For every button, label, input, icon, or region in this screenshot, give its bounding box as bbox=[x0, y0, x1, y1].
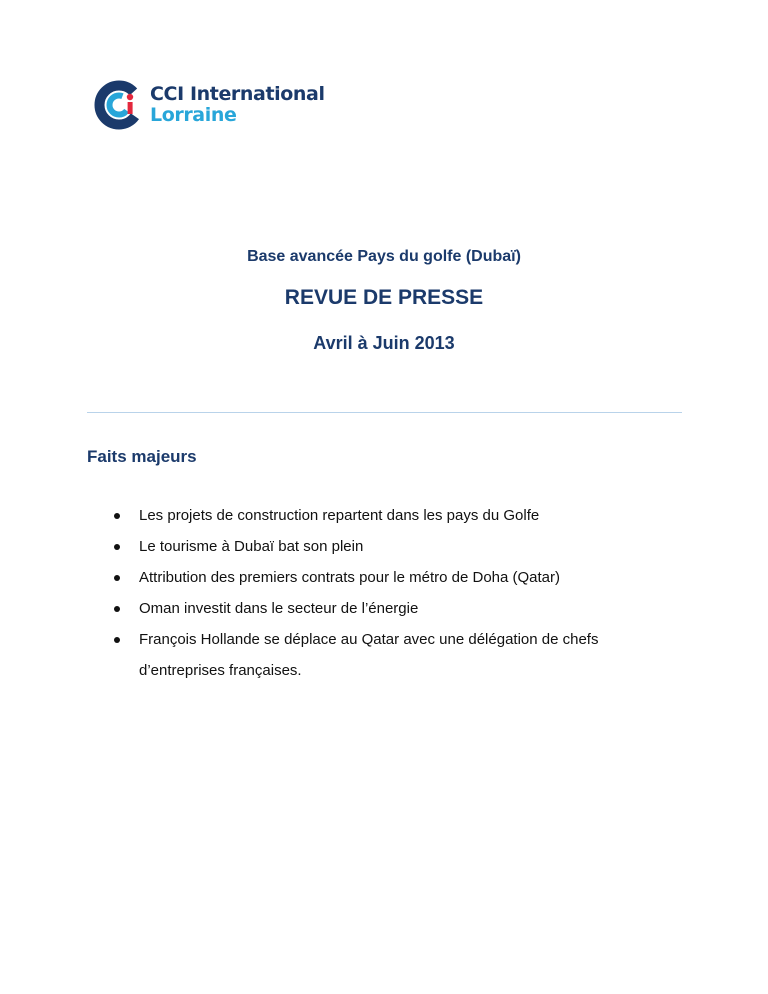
bullet-icon bbox=[114, 606, 120, 612]
list-item-text: Le tourisme à Dubaï bat son plein bbox=[139, 538, 364, 555]
logo-line-1: CCI International bbox=[150, 83, 325, 105]
highlights-list bbox=[112, 500, 682, 686]
list-item bbox=[112, 624, 682, 686]
bullet-icon bbox=[114, 637, 120, 643]
list-item bbox=[112, 562, 682, 593]
list-item bbox=[112, 500, 682, 531]
list-item-text: François Hollande se déplace au Qatar avec une délégation de chefs d’entreprises françaises. bbox=[139, 631, 599, 679]
bullet-icon bbox=[114, 513, 120, 519]
document-period: Avril à Juin 2013 bbox=[313, 333, 455, 353]
list-item-text: Oman investit dans le secteur de l’énergie bbox=[139, 600, 419, 617]
bullet-icon bbox=[114, 575, 120, 581]
section-divider bbox=[87, 412, 682, 413]
cci-logo-icon bbox=[94, 80, 144, 130]
document-subtitle: Base avancée Pays du golfe (Dubaï) bbox=[247, 248, 521, 265]
cci-logo bbox=[94, 80, 334, 132]
section-heading: Faits majeurs bbox=[87, 447, 197, 466]
bullet-icon bbox=[114, 544, 120, 550]
list-item bbox=[112, 531, 682, 562]
logo-line-2: Lorraine bbox=[150, 104, 237, 126]
list-item bbox=[112, 593, 682, 624]
logo-wordmark bbox=[150, 84, 325, 126]
list-item-text: Les projets de construction repartent dans les pays du Golfe bbox=[139, 507, 540, 524]
document-title: REVUE DE PRESSE bbox=[284, 286, 484, 309]
list-item-text: Attribution des premiers contrats pour le métro de Doha (Qatar) bbox=[139, 569, 561, 586]
